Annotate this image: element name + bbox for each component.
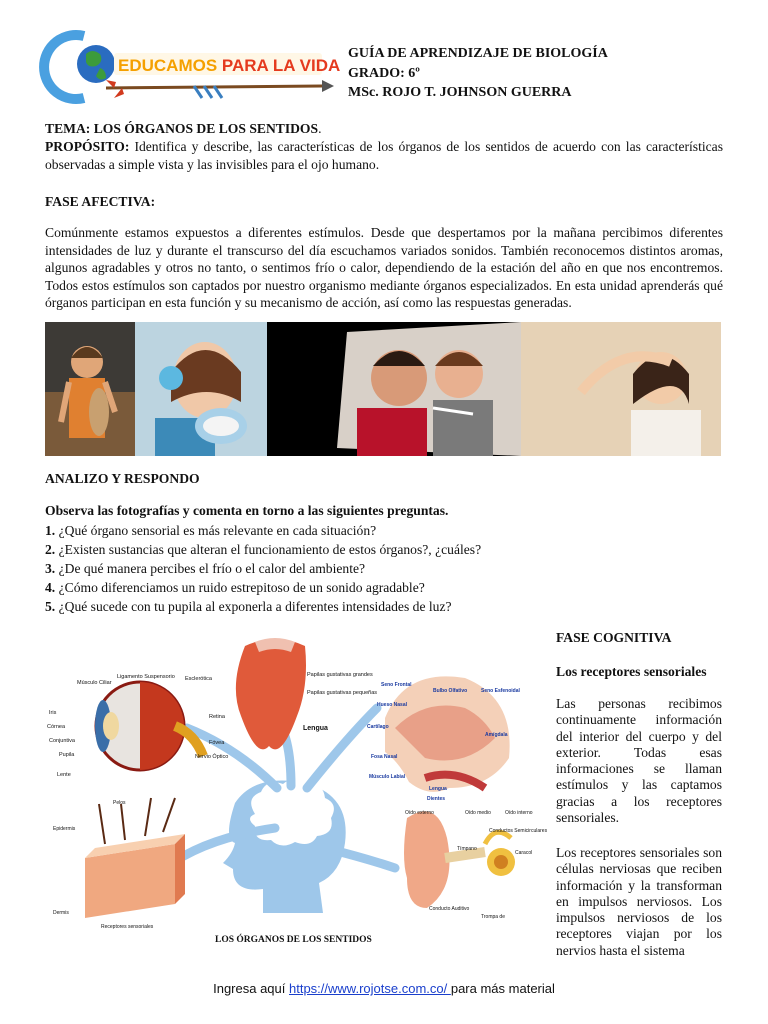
header-author: MSc. ROJO T. JOHNSON GUERRA: [348, 85, 572, 100]
svg-text:Lengua: Lengua: [303, 725, 328, 732]
svg-text:Seno Esfenoidal: Seno Esfenoidal: [481, 688, 520, 694]
svg-text:Amígdala: Amígdala: [485, 732, 508, 738]
svg-text:Epidermis: Epidermis: [53, 826, 76, 832]
svg-text:Dientes: Dientes: [427, 796, 446, 802]
svg-text:Trompa de: Trompa de: [481, 914, 505, 920]
topic-label: TEMA: LOS ÓRGANOS DE LOS SENTIDOS: [45, 121, 319, 136]
svg-text:Oído medio: Oído medio: [465, 810, 491, 816]
cognitive-paragraph-2: Los receptores sensoriales son células nerviosas que reciben información y la transforman en impulsos nerviosos. Los impulsos nerviosos de los receptores viajan por los nervios hasta el sistema: [556, 845, 722, 958]
question-3: 3. ¿De qué manera percibes el frío o el calor del ambiente?: [45, 561, 366, 576]
question-1: 1. ¿Qué órgano sensorial es más relevante en cada situación?: [45, 523, 377, 538]
affective-phase-title: FASE AFECTIVA:: [45, 194, 156, 209]
question-2: 2. ¿Existen sustancias que alteran el funcionamiento de estos órganos?, ¿cuáles?: [45, 542, 482, 557]
svg-text:Retina: Retina: [209, 714, 225, 720]
svg-text:Caracol: Caracol: [515, 850, 533, 856]
arrow-icon: [106, 80, 334, 98]
svg-text:Lengua: Lengua: [429, 786, 447, 792]
svg-text:Córnea: Córnea: [47, 724, 66, 730]
svg-text:Tímpano: Tímpano: [457, 846, 477, 852]
sense-organs-illustration: [45, 618, 548, 958]
footer: Ingresa aquí https://www.rojotse.com.co/ para más material: [213, 981, 555, 996]
observe-instruction: Observa las fotografías y comenta en torno a las siguientes preguntas.: [45, 503, 449, 518]
photo-child-listening: [45, 322, 141, 456]
svg-text:Nervio Óptico: Nervio Óptico: [195, 754, 229, 760]
svg-text:Papilas gustativas grandes: Papilas gustativas grandes: [307, 672, 373, 678]
svg-text:Papilas gustativas pequeñas: Papilas gustativas pequeñas: [307, 690, 378, 696]
earmuff-icon: [159, 366, 183, 390]
photo-father-son: [337, 322, 521, 456]
svg-text:Oído externo: Oído externo: [405, 810, 434, 816]
svg-text:Fosa Nasal: Fosa Nasal: [371, 754, 398, 760]
svg-text:Músculo Labial: Músculo Labial: [369, 774, 406, 780]
svg-text:Conducto Auditivo: Conducto Auditivo: [429, 906, 470, 912]
svg-text:Pupila: Pupila: [59, 752, 75, 758]
photo-girl-earmuffs: [135, 322, 267, 456]
purpose-text: Identifica y describe, las características de los órganos de los sentidos de acuerdo con las características observadas a simple vista y las invisibles para el ojo humano.: [45, 139, 723, 172]
affective-phase-text: Comúnmente estamos expuestos a diferentes estímulos. Desde que despertamos por la mañana percibimos diferentes intensidades de luz y durante el transcurso del día escuchamos variados sonidos. También reconocemos distintos aromas, algunos agradables y otros no tanto, o sentimos frío o calor, dependiendo de la estación del año en que nos encontremos. Todos estos estímulos son captados por nuestro organismo mediante órganos especializados. En esta unidad aprenderás qué órganos participan en esta función y su mecanismo de acción, así como las respuestas generadas.: [45, 225, 723, 310]
website-link[interactable]: https://www.rojotse.com.co/: [289, 981, 451, 996]
svg-text:Iris: Iris: [49, 710, 57, 716]
svg-text:Lente: Lente: [57, 772, 71, 778]
analyze-respond-title: ANALIZO Y RESPONDO: [45, 471, 200, 486]
logo-text: EDUCAMOS PARA LA VIDA: [118, 56, 341, 75]
svg-text:Receptores sensoriales: Receptores sensoriales: [101, 924, 154, 930]
cognitive-phase-title: FASE COGNITIVA: [556, 630, 672, 645]
svg-text:Cartílago: Cartílago: [367, 724, 389, 730]
question-5: 5. ¿Qué sucede con tu pupila al exponerla a diferentes intensidades de luz?: [45, 599, 452, 614]
svg-text:Conjuntiva: Conjuntiva: [49, 738, 75, 744]
purpose-paragraph: [45, 138, 723, 173]
svg-text:Pelos: Pelos: [113, 800, 126, 806]
svg-text:Dermis: Dermis: [53, 910, 69, 916]
cognitive-paragraph-1: Las personas recibimos continuamente información del interior del cuerpo y del exterior. Todas esas informaciones se llaman estímulos y las captamos gracias a los receptores sensoriales.: [556, 696, 722, 826]
svg-text:Músculo Ciliar: Músculo Ciliar: [77, 680, 112, 686]
svg-text:Seno Frontal: Seno Frontal: [381, 682, 412, 688]
senses-photo-strip: [45, 322, 721, 456]
svg-text:Fóvea: Fóvea: [209, 740, 225, 746]
header-grade: GRADO: 6º: [348, 66, 420, 81]
illustration-caption: LOS ÓRGANOS DE LOS SENTIDOS: [215, 935, 372, 945]
purpose-label: PROPÓSITO:: [45, 139, 130, 154]
svg-text:Oído interno: Oído interno: [505, 810, 533, 816]
svg-text:Hueso Nasal: Hueso Nasal: [377, 702, 408, 708]
sensory-receptors-subtitle: Los receptores sensoriales: [556, 664, 707, 679]
header-subject: GUÍA DE APRENDIZAJE DE BIOLOGÍA: [348, 46, 608, 61]
svg-text:Ligamento Suspensorio: Ligamento Suspensorio: [117, 674, 175, 680]
svg-text:Conductos Semicirculares: Conductos Semicirculares: [489, 828, 548, 834]
educamos-para-la-vida-logo: [44, 26, 341, 106]
svg-text:Bulbo Olfativo: Bulbo Olfativo: [433, 688, 468, 694]
question-4: 4. ¿Cómo diferenciamos un ruido estrepitoso de un sonido agradable?: [45, 580, 425, 595]
photo-woman-sun: [521, 322, 721, 456]
photo-gap: [267, 322, 337, 456]
svg-text:Esclerótica: Esclerótica: [185, 676, 212, 682]
topic-line: TEMA: LOS ÓRGANOS DE LOS SENTIDOS.: [45, 121, 322, 136]
